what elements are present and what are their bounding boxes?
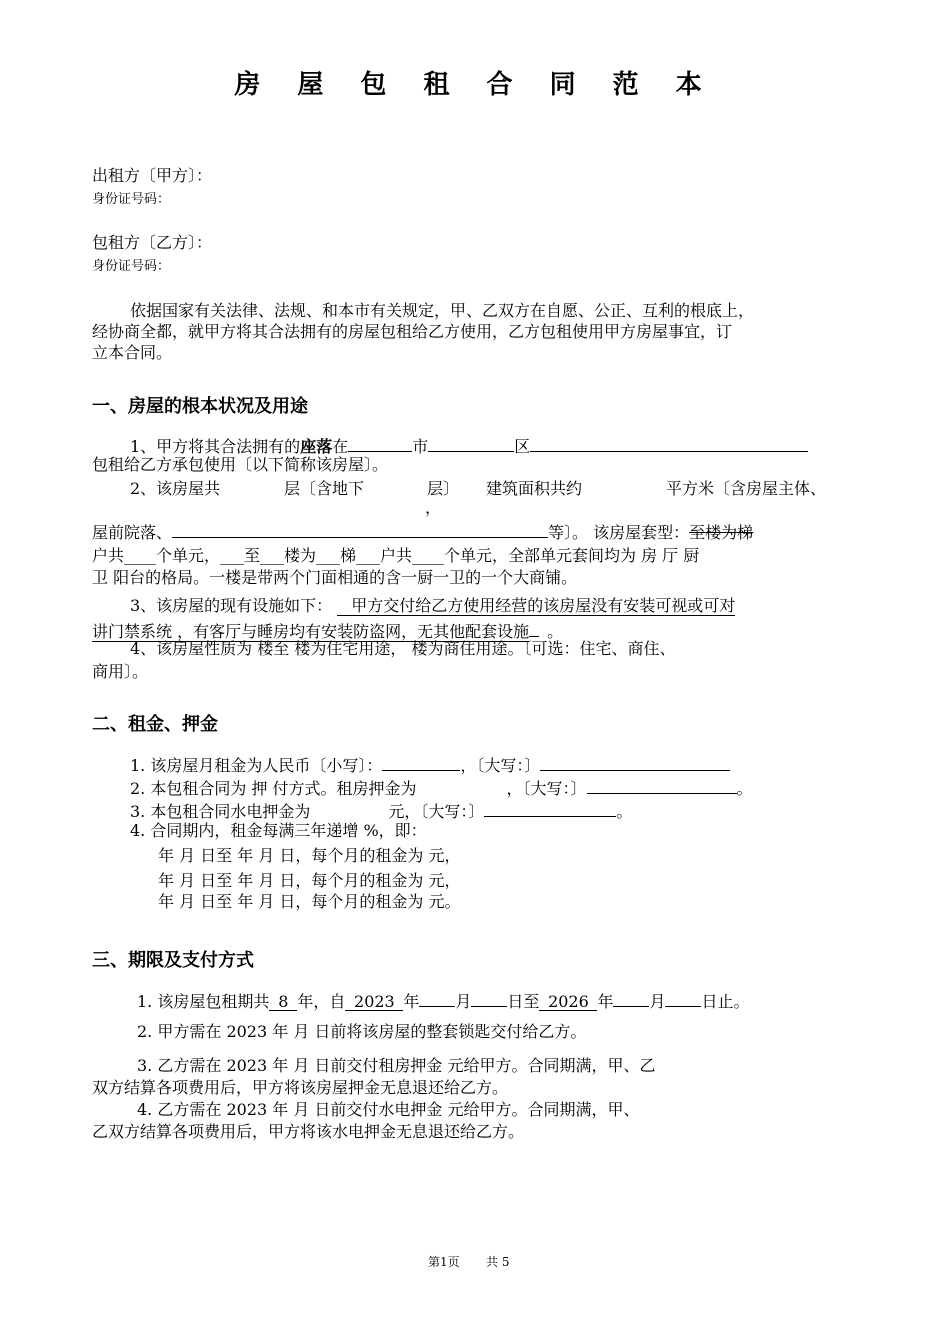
section-1-heading: 一、房屋的根本状况及用途 (92, 396, 308, 417)
s1-p4-line-2: 商用〕。 (92, 662, 149, 681)
end-day-blank[interactable] (665, 990, 701, 1007)
s1-p2-b: 层〔含地下 (284, 479, 365, 498)
s1-p2-a: 2、该房屋共 (130, 479, 221, 498)
start-year-value: 2023 (345, 994, 403, 1011)
end-year-value: 2026 (539, 994, 597, 1011)
s1-p2-l2-d: 楼为 (705, 523, 738, 542)
s1-p3-a: 3、该房屋的现有设施如下： (130, 596, 333, 615)
s2-item-1 (130, 754, 730, 774)
s3-i1-g: 月 (649, 992, 666, 1011)
s2-item-2 (130, 777, 753, 797)
s2-i3-b: 元，〔大写：〕 (388, 802, 485, 821)
s1-p1-text-a: 1、甲方将其合法拥有的 (130, 437, 301, 456)
s1-p3-line-2 (92, 620, 563, 640)
s3-item-2: 2. 甲方需在 2023 年 月 日前将该房屋的整套锁匙交付给乙方。 (137, 1022, 587, 1041)
s1-p2-l2-e: 梯 (737, 523, 754, 542)
s2-i3-a: 3. 本包租合同水电押金为 (130, 802, 311, 821)
s2-i1-b: ，〔大写：〕 (460, 756, 541, 775)
end-month-blank[interactable] (613, 990, 649, 1007)
courtyard-blank[interactable] (172, 521, 548, 538)
deposit-words-blank[interactable] (587, 777, 737, 794)
lease-years-value: 8 (269, 994, 297, 1011)
district-blank[interactable] (428, 435, 514, 452)
party-b-label: 包租方〔乙方〕： (92, 233, 213, 252)
s2-i1-a: 1. 该房屋月租金为人民币〔小写〕： (130, 756, 383, 775)
s3-item-4-line-2: 乙双方结算各项费用后，甲方将该水电押金无息退还给乙方。 (92, 1122, 525, 1141)
s3-item-3-line-2: 双方结算各项费用后，甲方将该房屋押金无息退还给乙方。 (92, 1078, 509, 1097)
s1-p1-line-2: 包租给乙方承包使用〔以下简称该房屋〕。 (92, 455, 389, 474)
s1-p2-l2-a: 屋前院落、 (92, 523, 173, 542)
s1-p1-bold: 座落 (300, 437, 333, 456)
s1-p2-line-4: 卫 阳台的格局。一楼是带两个门面相通的含一厨一卫的一个大商铺。 (92, 568, 578, 587)
section-3-heading: 三、期限及支付方式 (92, 950, 254, 971)
s1-p2-line-3: 户共____个单元，___至___楼为___梯___户共____个单元，全部单元套间均为 房 厅 厨 (92, 546, 700, 565)
s2-rent-row-2: 年 月 日至 年 月 日，每个月的租金为 元， (158, 871, 461, 890)
s1-p2-l2-b: 等〕。 该房屋套型： (548, 523, 690, 542)
s2-item-3 (130, 800, 632, 820)
s1-p1-text-b: 在 (332, 437, 349, 456)
s1-district-label: 区 (514, 437, 531, 456)
section-2-heading: 二、租金、押金 (92, 714, 218, 735)
s2-i3-end: 。 (616, 802, 633, 821)
s2-i2-a: 2. 本包租合同为 押 付方式。租房押金为 (130, 779, 417, 798)
preamble-line-2: 经协商全都，就甲方将其合法拥有的房屋包租给乙方使用，乙方包租使用甲方房屋事宜，订 (92, 322, 733, 341)
s1-p2-d: 建筑面积共约 (486, 479, 583, 498)
preamble-line-3: 立本合同。 (92, 343, 173, 362)
s2-i2-b: ，〔大写：〕 (506, 779, 587, 798)
s3-item-4: 4. 乙方需在 2023 年 月 日前交付水电押金 元给甲方。合同期满，甲、 (137, 1100, 640, 1119)
party-a-label: 出租方〔甲方〕： (92, 166, 213, 185)
s3-i1-b: 年，自 (297, 992, 346, 1011)
rent-figure-blank[interactable] (382, 754, 460, 771)
rent-words-blank[interactable] (540, 754, 730, 771)
s1-p3-line-1 (130, 598, 735, 614)
s3-item-3: 3. 乙方需在 2023 年 月 日前交付租房押金 元给甲方。合同期满，甲、乙 (137, 1056, 656, 1075)
s3-i1-h: 日止。 (701, 992, 750, 1011)
s3-i1-c: 年 (403, 992, 420, 1011)
start-day-blank[interactable] (471, 990, 507, 1007)
s3-i1-d: 月 (455, 992, 472, 1011)
s1-p2-l2-c: 至 (689, 523, 706, 542)
s3-i1-a: 1. 该房屋包租期共 (137, 992, 270, 1011)
s1-p2-c: 层〕 (427, 479, 460, 498)
s1-p1-line (130, 435, 808, 455)
footer-total: 共 5 (486, 1255, 510, 1269)
s2-rent-row-1: 年 月 日至 年 月 日，每个月的租金为 元， (158, 846, 461, 865)
preamble-line-1: 依据国家有关法律、法规、和本市有关规定，甲、乙双方在自愿、公正、互利的根底上， (130, 301, 755, 320)
s2-i2-end: 。 (736, 779, 753, 798)
start-month-blank[interactable] (419, 990, 455, 1007)
party-b-id-label: 身份证号码： (92, 259, 171, 274)
utility-deposit-words-blank[interactable] (484, 800, 616, 817)
s3-item-1 (137, 990, 749, 1011)
document-title: 房 屋 包 租 合 同 范 本 (234, 70, 716, 100)
s1-p2-comma: ， (425, 498, 442, 517)
s1-p2-line-2 (92, 521, 753, 541)
footer-page: 第1页 (428, 1255, 460, 1269)
s1-p3-b: 甲方交付给乙方使用经营的该房屋没有安装可视或可对 (337, 596, 735, 616)
s2-item-4: 4. 合同期内，租金每满三年递增 %，即： (130, 821, 427, 840)
city-blank[interactable] (348, 435, 412, 452)
address-blank[interactable] (530, 435, 808, 452)
party-a-id-label: 身份证号码： (92, 192, 171, 207)
s1-city-label: 市 (412, 437, 429, 456)
s1-p3-end: 。 (547, 622, 564, 641)
s2-rent-row-3: 年 月 日至 年 月 日，每个月的租金为 元。 (158, 892, 461, 911)
s3-i1-e: 日至 (507, 992, 540, 1011)
s1-p4-line-1: 4、该房屋性质为 楼至 楼为住宅用途， 楼为商住用途。〔可选：住宅、商住、 (130, 639, 676, 658)
s1-p3-l2: 讲门禁系统 ，有客厅与睡房均有安装防盗网，无其他配套设施 (92, 622, 530, 641)
s1-p2-e: 平方米〔含房屋主体、 (666, 479, 827, 498)
s3-i1-f: 年 (597, 992, 614, 1011)
